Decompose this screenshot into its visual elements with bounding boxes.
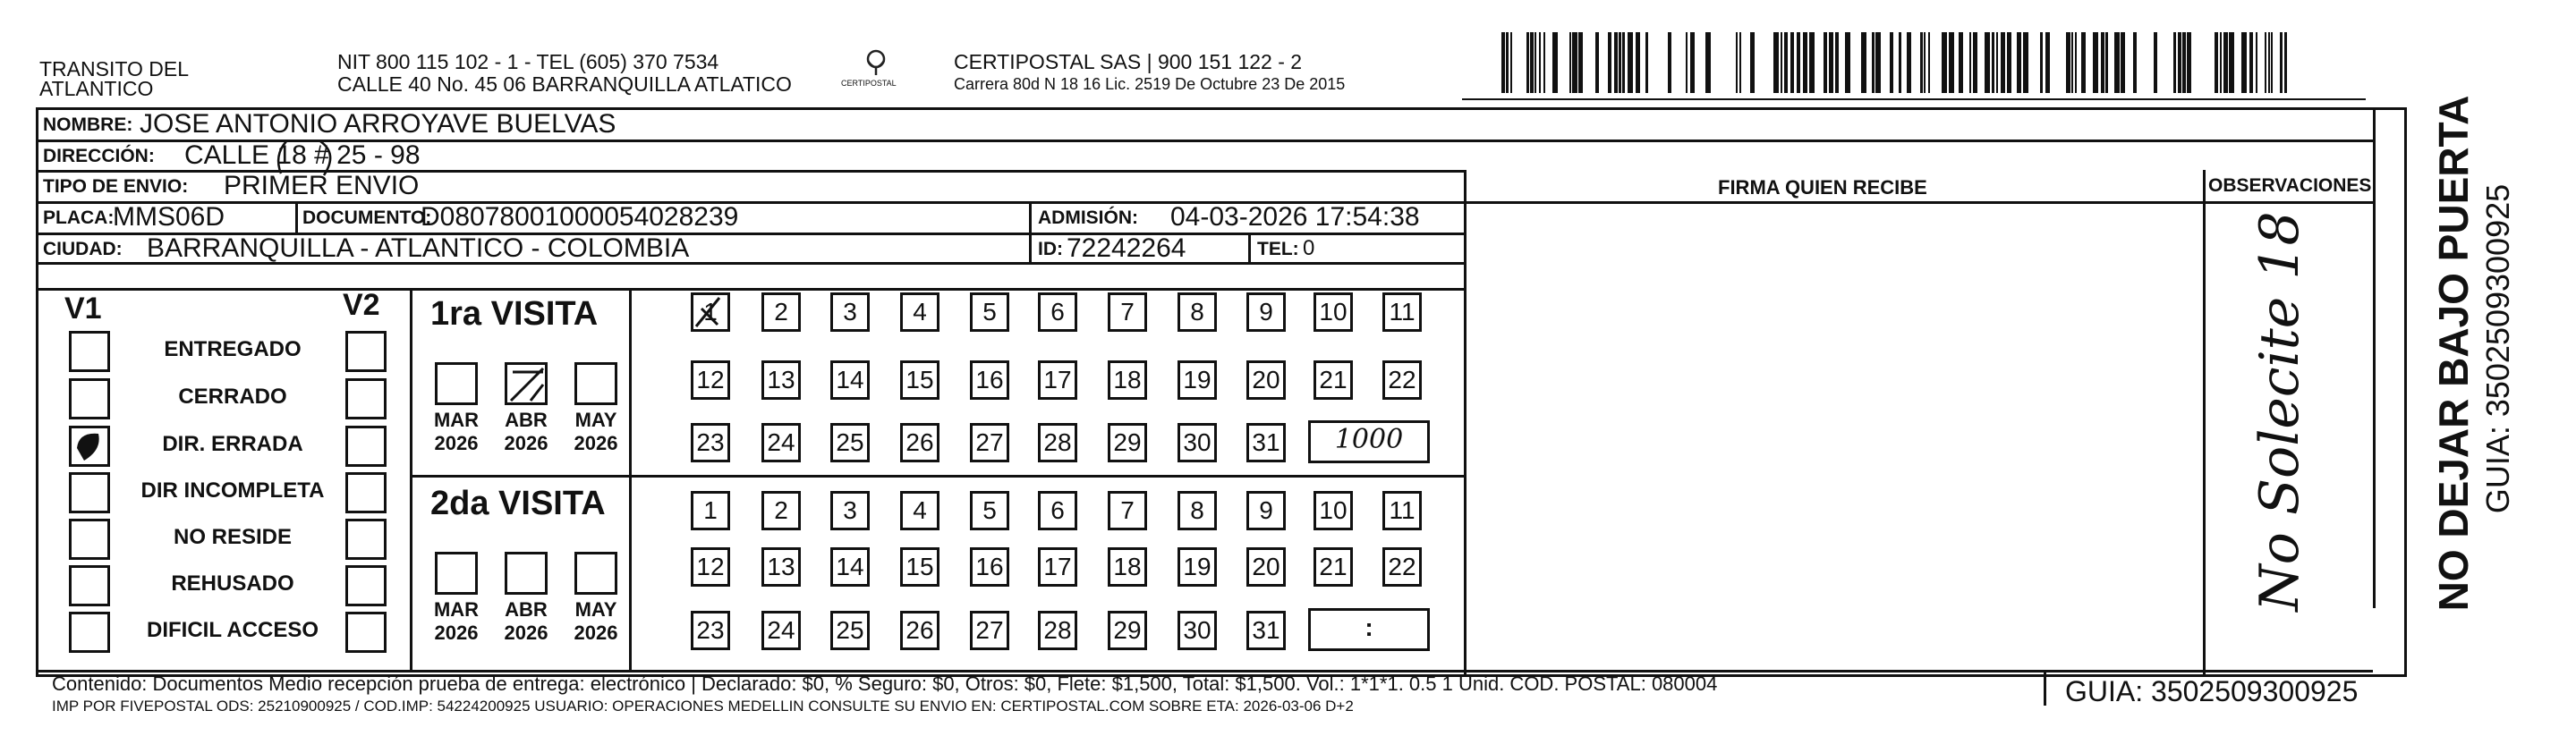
visit1-day-27[interactable]: 27 xyxy=(970,423,1009,462)
visit1-month-checkbox-abr[interactable] xyxy=(505,362,548,405)
visit1-month-label-may: MAY 2026 xyxy=(574,409,618,454)
visit1-day-29[interactable]: 29 xyxy=(1108,423,1147,462)
admision-value: 04-03-2026 17:54:38 xyxy=(1170,202,1420,232)
visit2-day-4[interactable]: 4 xyxy=(900,491,939,530)
status-label-dir-errada: DIR. ERRADA xyxy=(162,432,303,456)
carrier-address: Carrera 80d N 18 16 Lic. 2519 De Octubre 23 De 2015 xyxy=(954,75,1346,93)
visit1-day-16[interactable]: 16 xyxy=(970,360,1009,400)
visit2-day-20[interactable]: 20 xyxy=(1246,547,1286,587)
v2-checkbox-dir-errada[interactable] xyxy=(345,426,387,467)
side-guia: GUIA: 3502509300925 xyxy=(2479,183,2516,514)
visit1-day-20[interactable]: 20 xyxy=(1246,360,1286,400)
visit2-day-24[interactable]: 24 xyxy=(761,611,801,650)
visit2-day-2[interactable]: 2 xyxy=(761,491,801,530)
visit1-time-field[interactable] xyxy=(1308,420,1430,463)
carrier-logo xyxy=(837,47,914,97)
visit1-day-8[interactable]: 8 xyxy=(1177,292,1217,332)
v1-checkbox-rehusado[interactable] xyxy=(69,565,110,606)
ciudad-label: CIUDAD: xyxy=(43,239,123,259)
visit2-day-22[interactable]: 22 xyxy=(1382,547,1422,587)
visit2-day-27[interactable]: 27 xyxy=(970,611,1009,650)
visit1-day-3[interactable]: 3 xyxy=(830,292,870,332)
v2-header: V2 xyxy=(343,288,380,322)
visit2-day-21[interactable]: 21 xyxy=(1314,547,1353,587)
visit1-day-9[interactable]: 9 xyxy=(1246,292,1286,332)
visit2-month-label-abr: ABR 2026 xyxy=(504,598,548,644)
visit1-day-25[interactable]: 25 xyxy=(830,423,870,462)
visit2-time-value: : xyxy=(1365,613,1373,641)
visit2-day-8[interactable]: 8 xyxy=(1177,491,1217,530)
v1-checkbox-dir-incompleta[interactable] xyxy=(69,472,110,513)
visit1-day-28[interactable]: 28 xyxy=(1038,423,1077,462)
firma-header: FIRMA QUIEN RECIBE xyxy=(1718,176,1927,199)
visit2-day-11[interactable]: 11 xyxy=(1382,491,1422,530)
visit1-day-4[interactable]: 4 xyxy=(900,292,939,332)
visit2-day-14[interactable]: 14 xyxy=(830,547,870,587)
visit2-month-checkbox-mar[interactable] xyxy=(435,552,478,595)
tipo-label: TIPO DE ENVIO: xyxy=(43,176,189,197)
visit1-day-2[interactable]: 2 xyxy=(761,292,801,332)
visit1-month-checkbox-may[interactable] xyxy=(574,362,617,405)
visit2-month-label-may: MAY 2026 xyxy=(574,598,618,644)
side-warning: NO DEJAR BAJO PUERTA xyxy=(2430,95,2477,612)
documento-label: DOCUMENTO: xyxy=(302,207,432,228)
barcode xyxy=(1501,32,2292,95)
v1-header: V1 xyxy=(64,292,102,326)
visit1-day-15[interactable]: 15 xyxy=(900,360,939,400)
visit2-day-9[interactable]: 9 xyxy=(1246,491,1286,530)
carrier-name: CERTIPOSTAL SAS | 900 151 122 - 2 xyxy=(954,50,1303,73)
visit1-day-31[interactable]: 31 xyxy=(1246,423,1286,462)
visit2-day-18[interactable]: 18 xyxy=(1108,547,1147,587)
status-label-entregado: ENTREGADO xyxy=(164,337,302,361)
v2-checkbox-rehusado[interactable] xyxy=(345,565,387,606)
visit2-day-28[interactable]: 28 xyxy=(1038,611,1077,650)
visit2-day-19[interactable]: 19 xyxy=(1177,547,1217,587)
visit2-day-23[interactable]: 23 xyxy=(691,611,730,650)
visit1-day-7[interactable]: 7 xyxy=(1108,292,1147,332)
visit1-title: 1ra VISITA xyxy=(430,295,599,333)
visit2-day-10[interactable]: 10 xyxy=(1314,491,1353,530)
placa-label: PLACA: xyxy=(43,207,115,228)
footer-guia: GUIA: 3502509300925 xyxy=(2065,675,2359,707)
visit2-month-checkbox-abr[interactable] xyxy=(505,552,548,595)
v1-checkbox-entregado[interactable] xyxy=(69,331,110,372)
placa-value: MMS06D xyxy=(113,202,225,232)
sender-address: CALLE 40 No. 45 06 BARRANQUILLA ATLATICO xyxy=(337,72,792,96)
visit2-day-7[interactable]: 7 xyxy=(1108,491,1147,530)
visit1-day-13[interactable]: 13 xyxy=(761,360,801,400)
observaciones-header: OBSERVACIONES xyxy=(2208,175,2372,196)
id-label: ID: xyxy=(1038,239,1063,259)
nombre-value: JOSE ANTONIO ARROYAVE BUELVAS xyxy=(140,109,616,139)
visit2-day-13[interactable]: 13 xyxy=(761,547,801,587)
visit2-day-30[interactable]: 30 xyxy=(1177,611,1217,650)
visit1-day-26[interactable]: 26 xyxy=(900,423,939,462)
visit1-month-checkbox-mar[interactable] xyxy=(435,362,478,405)
visit2-day-15[interactable]: 15 xyxy=(900,547,939,587)
visit2-day-25[interactable]: 25 xyxy=(830,611,870,650)
tel-value: 0 xyxy=(1303,236,1315,260)
v2-checkbox-no-reside[interactable] xyxy=(345,519,387,560)
status-label-no-reside: NO RESIDE xyxy=(173,525,293,549)
visit1-day-23[interactable]: 23 xyxy=(691,423,730,462)
documento-value: D08078001000054028239 xyxy=(421,202,739,232)
sender-nit: NIT 800 115 102 - 1 - TEL (605) 370 7534 xyxy=(337,50,719,73)
sender-name-line1: TRANSITO DEL xyxy=(39,57,189,80)
status-label-cerrado: CERRADO xyxy=(178,385,287,409)
visit1-time-value: 1000 xyxy=(1334,424,1404,455)
tipo-value: PRIMER ENVIO xyxy=(224,171,420,200)
visit2-day-12[interactable]: 12 xyxy=(691,547,730,587)
v2-checkbox-dificil-acceso[interactable] xyxy=(345,612,387,653)
v2-checkbox-entregado[interactable] xyxy=(345,331,387,372)
visit2-day-26[interactable]: 26 xyxy=(900,611,939,650)
tel-label: TEL: xyxy=(1257,239,1299,259)
sender-name-line2: ATLANTICO xyxy=(39,77,154,100)
visit1-day-5[interactable]: 5 xyxy=(970,292,1009,332)
v2-checkbox-dir-incompleta[interactable] xyxy=(345,472,387,513)
visit2-month-checkbox-may[interactable] xyxy=(574,552,617,595)
admision-label: ADMISIÓN: xyxy=(1038,207,1138,228)
visit2-time-field[interactable] xyxy=(1308,608,1430,651)
visit2-day-1[interactable]: 1 xyxy=(691,491,730,530)
v1-checkbox-cerrado[interactable] xyxy=(69,378,110,419)
visit1-day-17[interactable]: 17 xyxy=(1038,360,1077,400)
ciudad-value: BARRANQUILLA - ATLANTICO - COLOMBIA xyxy=(147,233,690,263)
status-label-dir-incompleta: DIR INCOMPLETA xyxy=(140,478,325,503)
visit1-day-30[interactable]: 30 xyxy=(1177,423,1217,462)
visit1-day-10[interactable]: 10 xyxy=(1314,292,1353,332)
visit1-day-19[interactable]: 19 xyxy=(1177,360,1217,400)
v1-checkbox-dificil-acceso[interactable] xyxy=(69,612,110,653)
visit2-day-29[interactable]: 29 xyxy=(1108,611,1147,650)
observation-handwriting: No Solecite 18 xyxy=(2249,211,2311,612)
visit1-day-1[interactable]: 1 xyxy=(691,292,730,332)
visit1-day-6[interactable]: 6 xyxy=(1038,292,1077,332)
visit1-day-14[interactable]: 14 xyxy=(830,360,870,400)
v2-checkbox-cerrado[interactable] xyxy=(345,378,387,419)
id-value: 72242264 xyxy=(1067,233,1186,263)
footer-contents: Contenido: Documentos Medio recepción prueba de entrega: electrónico | Declarado: $0, % Seguro: $0, Otros: $0, Flete: $1,500, Total: $1,500. Vol.: 1*1*1. 0.5 1 Unid. COD. POSTAL: 080004 xyxy=(52,673,1718,695)
visit2-day-5[interactable]: 5 xyxy=(970,491,1009,530)
visit1-day-21[interactable]: 21 xyxy=(1314,360,1353,400)
visit1-day-24[interactable]: 24 xyxy=(761,423,801,462)
visit2-day-16[interactable]: 16 xyxy=(970,547,1009,587)
direccion-label: DIRECCIÓN: xyxy=(43,146,155,166)
carrier-logo-text: CERTIPOSTAL xyxy=(841,79,897,88)
direccion-value: CALLE 18 # 25 - 98 xyxy=(184,140,421,170)
nombre-label: NOMBRE: xyxy=(43,114,133,135)
visit1-day-12[interactable]: 12 xyxy=(691,360,730,400)
header-rule xyxy=(1462,98,2366,100)
visit1-day-18[interactable]: 18 xyxy=(1108,360,1147,400)
v1-checkbox-no-reside[interactable] xyxy=(69,519,110,560)
v1-checkbox-dir-errada[interactable] xyxy=(69,426,110,467)
visit1-day-11[interactable]: 11 xyxy=(1382,292,1422,332)
visit2-month-label-mar: MAR 2026 xyxy=(433,598,480,644)
visit2-day-17[interactable]: 17 xyxy=(1038,547,1077,587)
visit2-day-31[interactable]: 31 xyxy=(1246,611,1286,650)
visit2-day-3[interactable]: 3 xyxy=(830,491,870,530)
visit1-day-22[interactable]: 22 xyxy=(1382,360,1422,400)
visit1-month-label-abr: ABR 2026 xyxy=(504,409,548,454)
visit2-title: 2da VISITA xyxy=(430,485,606,522)
status-label-dificil-acceso: DIFICIL ACCESO xyxy=(146,618,319,642)
visit1-month-label-mar: MAR 2026 xyxy=(433,409,480,454)
visit2-day-6[interactable]: 6 xyxy=(1038,491,1077,530)
footer-imp: IMP POR FIVEPOSTAL ODS: 25210900925 / COD.IMP: 54224200925 USUARIO: OPERACIONES MEDELLIN CONSULTE SU ENVIO EN: CERTIPOSTAL.COM SOBRE ETA: 2026-03-06 D+2 xyxy=(52,698,1354,715)
status-label-rehusado: REHUSADO xyxy=(171,571,294,596)
